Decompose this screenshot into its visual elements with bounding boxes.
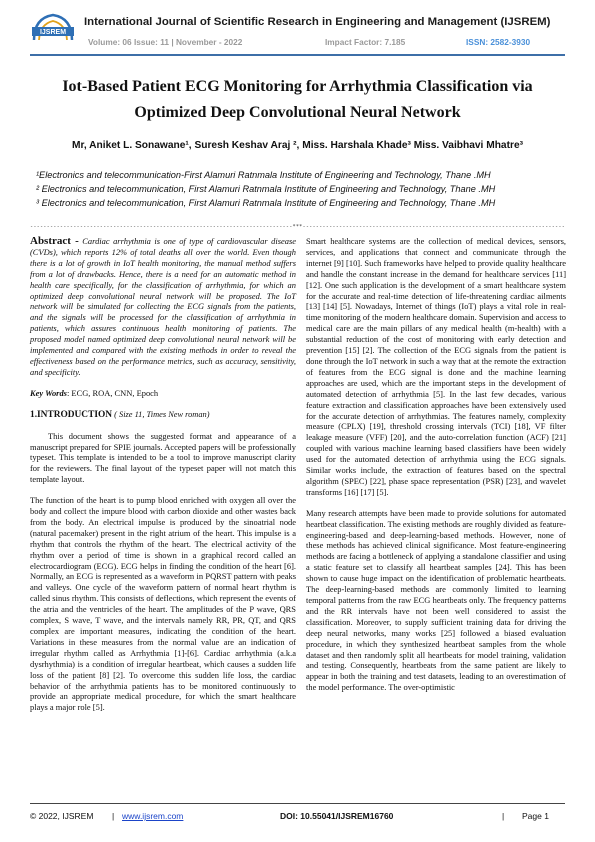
footer-doi: DOI: 10.55041/IJSREM16760 <box>280 811 394 821</box>
footer-separator-2: | <box>502 811 505 821</box>
affiliation-3: ³ Electronics and telecommunication, First Alamuri Ratnmala Institute of Engineering and Technology, Thane .MH <box>36 198 496 208</box>
logo-text: IJSREM <box>39 29 67 37</box>
abstract-text: Cardiac arrhythmia is one of type of cardiovascular disease (CVDs), which reports 12% of total deaths all over the world. Even though there is a lot of growth in IoT health monitoring, the manual method suffers from a lot of drawbacks. Hence, there is a need for an automatic method in health care specifically, for the classification of arrhythmia, for which an optimized deep convolutional neural network will be proposed. The IoT network will be simulated for collecting the ECG signals from the patients, and the signals will be processed for the classification of arrhythmia in patients, which assures continuous health monitoring of patients. The proposed model named optimized deep convolutional neural network will be implemented and compared with the existing methods in order to reveal the effectiveness based on the performance metrics, such as accuracy, sensitivity, and specificity. <box>30 236 296 377</box>
footer-page-number: Page 1 <box>522 811 549 821</box>
intro-heading-text: 1.INTRODUCTION <box>30 409 113 420</box>
abstract-label: Abstract - <box>30 235 79 247</box>
footer-separator-1: | <box>112 811 115 821</box>
paper-title-line-2: Optimized Deep Convolutional Neural Network <box>134 104 461 121</box>
author-list: Mr, Aniket L. Sonawane¹, Suresh Keshav Araj ², Miss. Harshala Khade³ Miss. Vaibhavi Mhatre³ <box>71 140 524 151</box>
journal-title: International Journal of Scientific Research in Engineering and Management (IJSREM) <box>84 16 551 28</box>
impact-factor: Impact Factor: 7.185 <box>325 37 406 47</box>
affiliation-1: ¹Electronics and telecommunication-First Alamuri Ratnmala Institute of Engineering and Technology, Thane .MH <box>36 170 491 180</box>
footer-rule <box>30 803 565 804</box>
section-heading-introduction <box>30 410 296 421</box>
volume-issue: Volume: 06 Issue: 11 | November - 2022 <box>88 37 243 47</box>
body-paragraph-research: Many research attempts have been made to provide solutions for automated heartbeat classification. The existing methods are roughly divided as feature-engineering-based and deep-learning-based methods. However, none of these methods has achieved clinical significance. Most feature-engineering methods are facing a bottleneck of applying a standalone classifier and using a static feature set to classify all heartbeat samples [24]. This has been shown to cause huge impact on the identification of problematic heartbeats. The deep-learning-based methods are commonly limited to learning temporal patterns from the raw ECG heartbeats only. The frequency patterns and the RR intervals have not been well considered to assist the classification. Moreover, to supply sufficient training data for driving the deep neural networks, many works [25] followed a biased evaluation procedure, in which they synthesized heartbeat samples from the whole dataset and then randomly split all heartbeats for model training, validation and testing. Consequently, heartbeats from the same patient are likely to appear in both the training and test datasets, leading to an overestimation of the model performance. The over-optimistic <box>306 507 566 693</box>
abstract <box>30 236 296 378</box>
template-paragraph: This document shows the suggested format and appearance of a manuscript prepared for SPIE journals. Accepted papers will be professionally typeset. This template is intended to be a tool to improve manuscript clarity for the reviewers. The final layout of the typeset paper will not match this template layout. <box>30 430 296 485</box>
affiliation-2: ² Electronics and telecommunication, First Alamuri Ratnmala Institute of Engineering and Technology, Thane .MH <box>36 184 496 194</box>
issn: ISSN: 2582-3930 <box>466 37 531 47</box>
intro-heading-note: ( Size 11, Times New roman) <box>112 409 210 419</box>
header-rule <box>30 54 565 56</box>
section-separator: -------------------------------------------------------------------------------***------------------------------------------------------------------------------- <box>30 224 565 230</box>
paper-title-line-1: Iot-Based Patient ECG Monitoring for Arrhythmia Classification via <box>62 78 533 95</box>
right-column <box>306 236 566 693</box>
footer-copyright: © 2022, IJSREM <box>30 811 94 821</box>
keywords <box>30 388 296 399</box>
keywords-text: : ECG, ROA, CNN, Epoch <box>66 387 159 398</box>
body-paragraph-heart: The function of the heart is to pump blood enriched with oxygen all over the body and collect the impure blood with carbon dioxide and other wastes back from the body. An electrical impulse is produced by the sinoatrial node (natural pacemaker) present in the right atrium of the heart. This impulse is a rhythm that controls the rhythm of the heart. The electrical activity of the rhythm over a period of time is shown in a graphical record called an electrocardiogram (ECG). ECG helps in finding the condition of the heart [6]. Normally, an ECG is represented as a waveform in PQRST pattern with peaks and valleys. One cycle of the waveform pattern of normal heart rhythm is called sinus rhythm. This consists of deflections, which represent the events of the atria and the ventricles of the heart. The amplitudes of the P wave, QRS complex, S wave, T wave, and the intervals namely RR, PR, QT, and QRS complex are important measures, indicating the condition of the heart. Variations in these measures from the normal value are an indication of irregular rhythm called as Arrhythmia [1]-[6]. Cardiac arrhythmia (a.k.a dysrhythmia) is a condition of irregular heartbeat, which causes a sudden life loss of the patient [8] [2]. To overcome this sudden life loss, the cardiac behavior of the arrhythmia patients has to be monitored continuously to provide an appropriate medical procedure, for which the smart healthcare plays a major role [5]. <box>30 495 296 713</box>
body-paragraph-smart-healthcare: Smart healthcare systems are the collection of medical devices, sensors, services, and applications that connect and communicate through the internet [9] [10]. Such frameworks have helped to provide quality healthcare and handle the constant increase in the demand for healthcare services [11] [12]. One such application is the development of a smart healthcare system for the accurate and real-time detection of life-threatening cardiac ailments [13] [14] [5]. Nowadays, Internet of things (IoT) plays a vital role in real-time monitoring of the modern healthcare domain. Supervision and access to medical care are the main pillars of any medical health (m-health) with a substantial reduction of the cost of monitoring with early detection and prevention [15] [2]. The collection of the ECG signals from the patient is done through the IoT network in such a way that at the remote the extraction of features from the ECG signal is done and the machine learning approaches are used, which are the important steps in the development of automated detection of arrhythmia [5]. In the last few decades, various feature extraction and classification approaches have been extensively used for the accurate detection of arrhythmias. The features namely, complexity measure (CPLX) [19], threshold crossing intervals (TCI) [18], VF filter leakage measure (VFF) [20], and the auto-correlation function (ACF) [21] coupled with various machine learning based classifiers have been widely used for the automated detection of arrhythmia using the ECG signals. Similar works include, the extraction of features based on the spectral algorithm (SPEC) [22], phase space representation (PSR) [23], and wavelet transforms [16] [17] [5]. <box>306 236 566 497</box>
left-column <box>30 236 296 713</box>
footer-website-link[interactable]: www.ijsrem.com <box>122 811 184 821</box>
keywords-label: Key Words <box>30 387 67 398</box>
ijsrem-logo <box>30 10 76 44</box>
